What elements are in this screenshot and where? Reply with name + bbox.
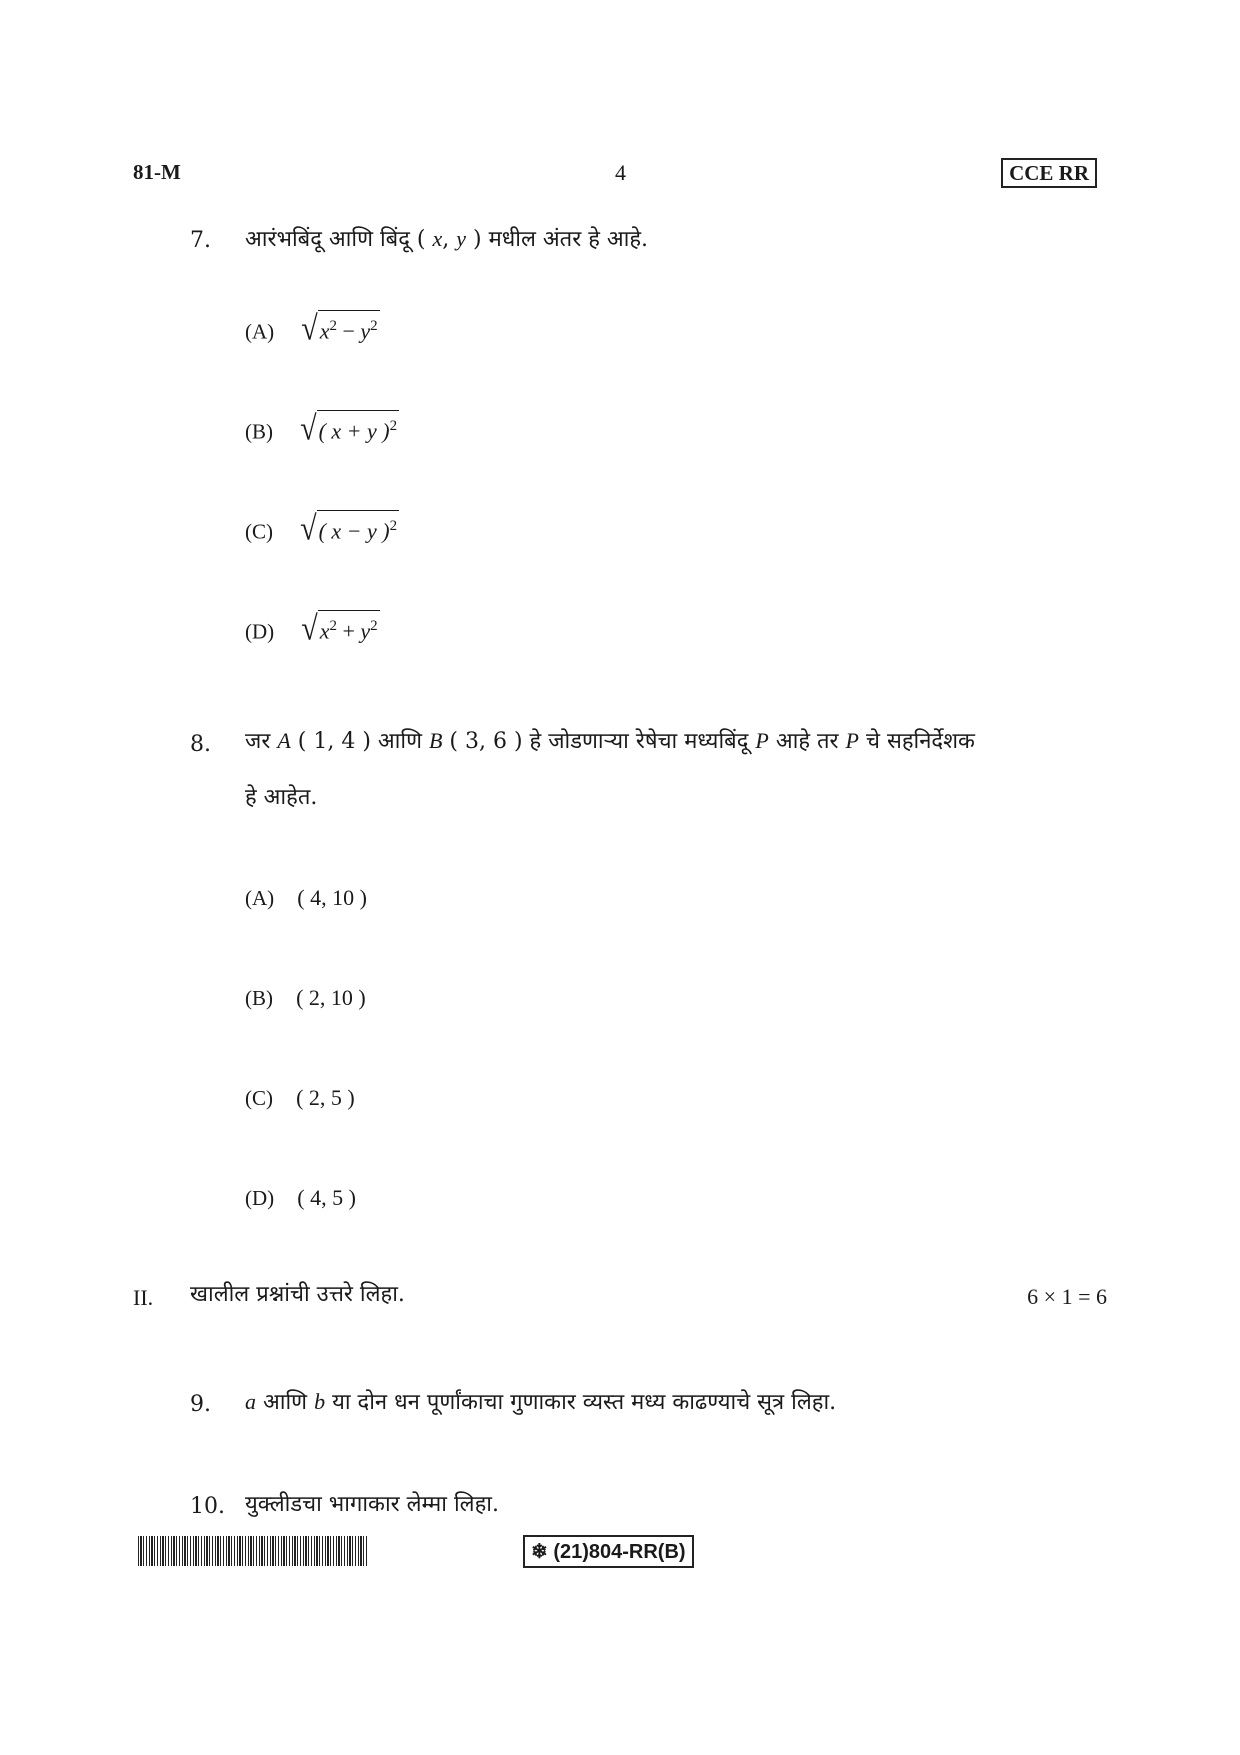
- question-7-text: आरंभबिंदू आणि बिंदू ( x, y ) मधील अंतर हे आहे.: [245, 226, 649, 252]
- question-7-number: 7.: [190, 228, 211, 253]
- question-7-option-d: (D) √ $x^2 + y^2$: [245, 609, 378, 648]
- sqrt-expression: √ $x^2 - y^2$: [301, 309, 378, 348]
- sqrt-expression: √ ( x + y )$^2$: [300, 409, 398, 448]
- question-9-number: 9.: [190, 1392, 211, 1417]
- footer-code: (21)804-RR(B): [553, 1541, 686, 1563]
- sqrt-expression: √ $x^2 + y^2$: [301, 609, 378, 648]
- question-8-number: 8.: [190, 732, 211, 757]
- question-7-option-c: (C) √ ( x − y )$^2$: [245, 509, 398, 548]
- snowflake-icon: ❄: [531, 1541, 548, 1563]
- sqrt-expression: √ ( x − y )$^2$: [300, 509, 398, 548]
- section-numeral: II.: [133, 1285, 154, 1310]
- barcode: [138, 1536, 368, 1566]
- question-8-option-c: (C) ( 2, 5 ): [245, 1085, 355, 1110]
- question-10-number: 10.: [190, 1494, 225, 1519]
- var-x: x: [432, 226, 443, 251]
- page-number: 4: [615, 160, 626, 185]
- question-7-option-b: (B) √ ( x + y )$^2$: [245, 409, 398, 448]
- question-8-option-d: (D) ( 4, 5 ): [245, 1185, 356, 1210]
- question-9-text: a आणि b या दोन धन पूर्णांकाचा गुणाकार व्यस्त मध्य काढण्याचे सूत्र लिहा.: [245, 1389, 837, 1415]
- var-y: y: [456, 226, 467, 251]
- question-8-text-line2: हे आहेत.: [245, 785, 318, 810]
- question-10-text: युक्लीडचा भागाकार लेम्मा लिहा.: [245, 1492, 499, 1517]
- question-8-option-a: (A) ( 4, 10 ): [245, 885, 367, 910]
- question-8-text: जर A ( 1, 4 ) आणि B ( 3, 6 ) हे जोडणाऱ्या रेषेचा मध्यबिंदू P आहे तर P चे सहनिर्देशक: [245, 728, 975, 754]
- footer-code-box: [523, 1535, 694, 1568]
- question-8-option-b: (B) ( 2, 10 ): [245, 985, 366, 1010]
- section-marks: 6 × 1 = 6: [1027, 1284, 1107, 1309]
- question-7-option-a: (A) √ $x^2 - y^2$: [245, 309, 378, 348]
- series-box: CCE RR: [1001, 158, 1097, 188]
- paper-code: 81-M: [133, 160, 181, 184]
- section-instruction: खालील प्रश्नांची उत्तरे लिहा.: [190, 1282, 405, 1307]
